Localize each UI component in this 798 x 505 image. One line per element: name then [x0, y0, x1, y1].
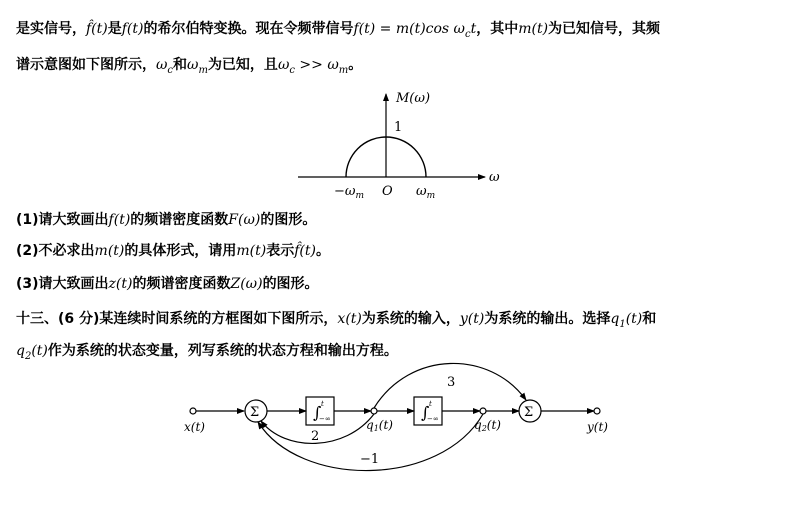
q1-node	[371, 408, 377, 414]
math: z(t)	[108, 276, 133, 292]
math-omega: ω	[156, 57, 168, 73]
math-sub: 2	[24, 350, 32, 362]
text: 的图形。	[262, 276, 319, 292]
points: (6 分)	[58, 311, 100, 327]
origin-label: O	[382, 184, 393, 199]
text: 和	[642, 311, 657, 327]
text: 为系统的输入，	[361, 311, 460, 327]
math: f̂(t)	[294, 243, 316, 259]
input-label: x(t)	[184, 420, 205, 434]
text: 不必求出	[38, 243, 95, 259]
pos-omega-m-label: $\omega_m$	[416, 184, 436, 201]
q2-node	[480, 408, 486, 414]
math: m(t)	[236, 243, 267, 259]
integral-upper-1: t	[321, 400, 324, 408]
text: 为已知，且	[207, 57, 278, 73]
text: 是实信号，	[16, 21, 86, 37]
math-sub: m	[338, 64, 349, 76]
text: 十三、	[16, 311, 58, 327]
integral-symbol-2: ∫	[421, 403, 430, 422]
text: 为系统的输出。选择	[484, 311, 611, 327]
peak-label: 1	[394, 120, 403, 135]
math: y(t)	[459, 311, 485, 327]
output-label: y(t)	[587, 420, 608, 434]
text: 谱示意图如下图所示，	[16, 57, 156, 73]
math: q	[610, 311, 620, 327]
text: 请大致画出	[38, 212, 109, 228]
math-sub: c	[167, 64, 174, 76]
text: 和	[173, 57, 188, 73]
gain-2-label: 2	[311, 429, 320, 444]
integral-lower-2: −∞	[427, 415, 439, 423]
q1-label: q1(t)	[366, 418, 393, 433]
math-gg: >> ω	[294, 57, 339, 73]
text: 作为系统的状态变量，列写系统的状态方程和输出方程。	[47, 343, 398, 359]
math-sub: m	[198, 64, 208, 76]
math-m-t: m(t)	[518, 21, 549, 37]
math-f-hat-t: f̂(t)	[86, 21, 108, 37]
text: 某连续时间系统的方框图如下图所示，	[99, 311, 338, 327]
text: 。	[348, 57, 363, 73]
x-axis-label: ω	[489, 170, 500, 185]
sum-symbol-2: Σ	[524, 405, 534, 420]
math-f-t: f(t)	[121, 21, 144, 37]
text: 的频谱密度函数	[130, 212, 229, 228]
math: f(t)	[108, 212, 131, 228]
math-t: t	[470, 21, 477, 37]
text: 的图形。	[260, 212, 317, 228]
math-omega: ω	[187, 57, 199, 73]
text: ，其中	[476, 21, 519, 37]
math: m(t)	[94, 243, 125, 259]
integral-upper-2: t	[429, 400, 432, 408]
sum-symbol-1: Σ	[250, 405, 260, 420]
text: 为已知信号，其频	[548, 21, 661, 37]
math: F(ω)	[228, 212, 261, 228]
gain-neg1-label: −1	[360, 452, 380, 467]
text: 。	[315, 243, 330, 259]
math-omega: ω	[277, 57, 290, 73]
integral-lower-1: −∞	[319, 415, 331, 423]
output-node	[594, 408, 600, 414]
input-node	[190, 408, 196, 414]
text: 的具体形式，请用	[124, 243, 237, 259]
math-sub: c	[289, 64, 295, 76]
text: 表示	[266, 243, 295, 259]
text: 是	[107, 21, 122, 37]
text: 请大致画出	[38, 276, 109, 292]
question-number: (2)	[16, 243, 39, 259]
question-number: (1)	[16, 212, 39, 228]
math: (t)	[31, 343, 48, 359]
math-sub: 1	[619, 318, 626, 330]
q2-label: q2(t)	[474, 418, 501, 433]
math: x(t)	[337, 311, 362, 327]
math: (t)	[625, 311, 643, 327]
math-sub-c: c	[464, 28, 471, 40]
math-f-def: f(t) = m(t)cos ω	[353, 21, 465, 37]
gain-3-label: 3	[447, 375, 456, 390]
integral-symbol-1: ∫	[313, 403, 322, 422]
y-axis-label: M(ω)	[396, 91, 431, 106]
text: 的频谱密度函数	[132, 276, 231, 292]
question-number: (3)	[16, 276, 39, 292]
math: q	[16, 343, 25, 359]
math: Z(ω)	[230, 276, 263, 292]
neg-omega-m-label: $-\omega_m$	[334, 184, 365, 201]
text: 的希尔伯特变换。现在令频带信号	[143, 21, 354, 37]
